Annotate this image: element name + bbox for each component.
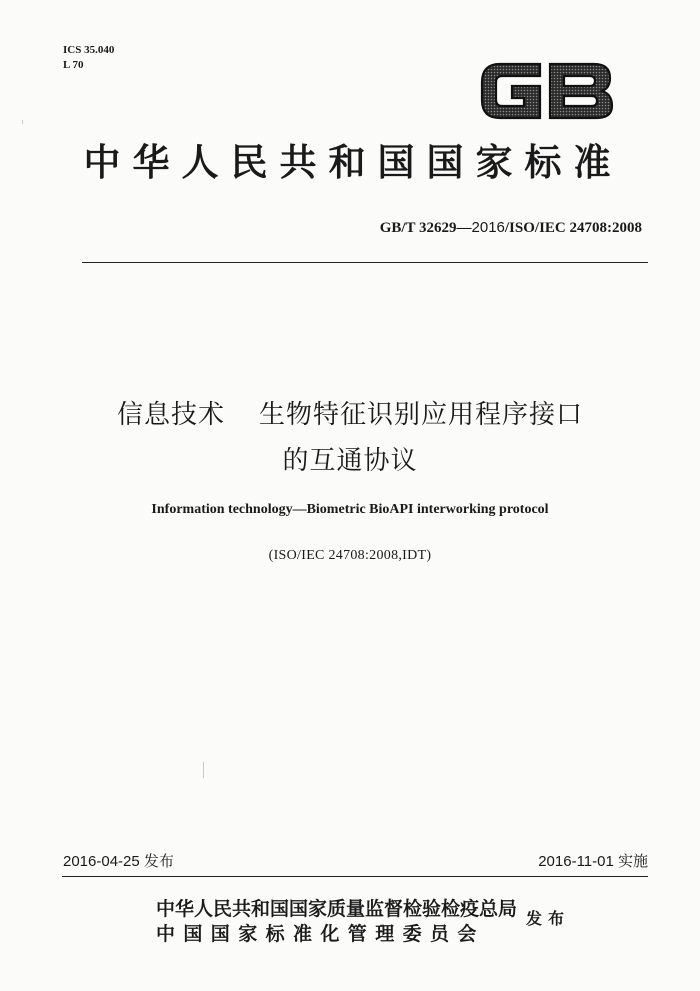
chinese-title-line2: 的互通协议 [282,446,418,476]
standard-number-main: GB/T 32629— [379,220,472,236]
publisher-aqsiq: 中华人民共和国国家质量监督检验检疫总局 [156,898,518,920]
equivalence-note: (ISO/IEC 24708:2008,IDT) [268,548,432,563]
chinese-title-part-a: 信息技术 [116,400,225,430]
standard-year: 2016 [471,219,505,236]
standard-number-suffix: /ISO/IEC 24708:2008 [504,220,642,236]
header-divider [82,262,648,263]
ccs-code: L 70 [63,59,84,71]
publisher-sac: 中国国家标准化管理委员会 [156,923,485,945]
issue-date: 2016-04-25 发布 [63,853,174,870]
scan-mark [22,120,23,124]
national-standard-title: 中华人民共和国国家标准 [83,140,623,184]
english-title: Information technology—Biometric BioAPI interworking protocol [151,502,549,517]
chinese-title [0,392,700,484]
implementation-date: 2016-11-01 实施 [538,853,648,870]
publishing-authorities [156,897,517,947]
ics-code: ICS 35.040 [63,44,115,56]
ics-classification [63,43,114,73]
gb-logo-icon [478,56,616,126]
standard-number [380,218,642,238]
chinese-title-part-b: 生物特征识别应用程序接口 [259,400,584,430]
publish-label: 发布 [526,909,571,928]
scan-mark [203,762,204,778]
footer-divider [62,876,648,877]
